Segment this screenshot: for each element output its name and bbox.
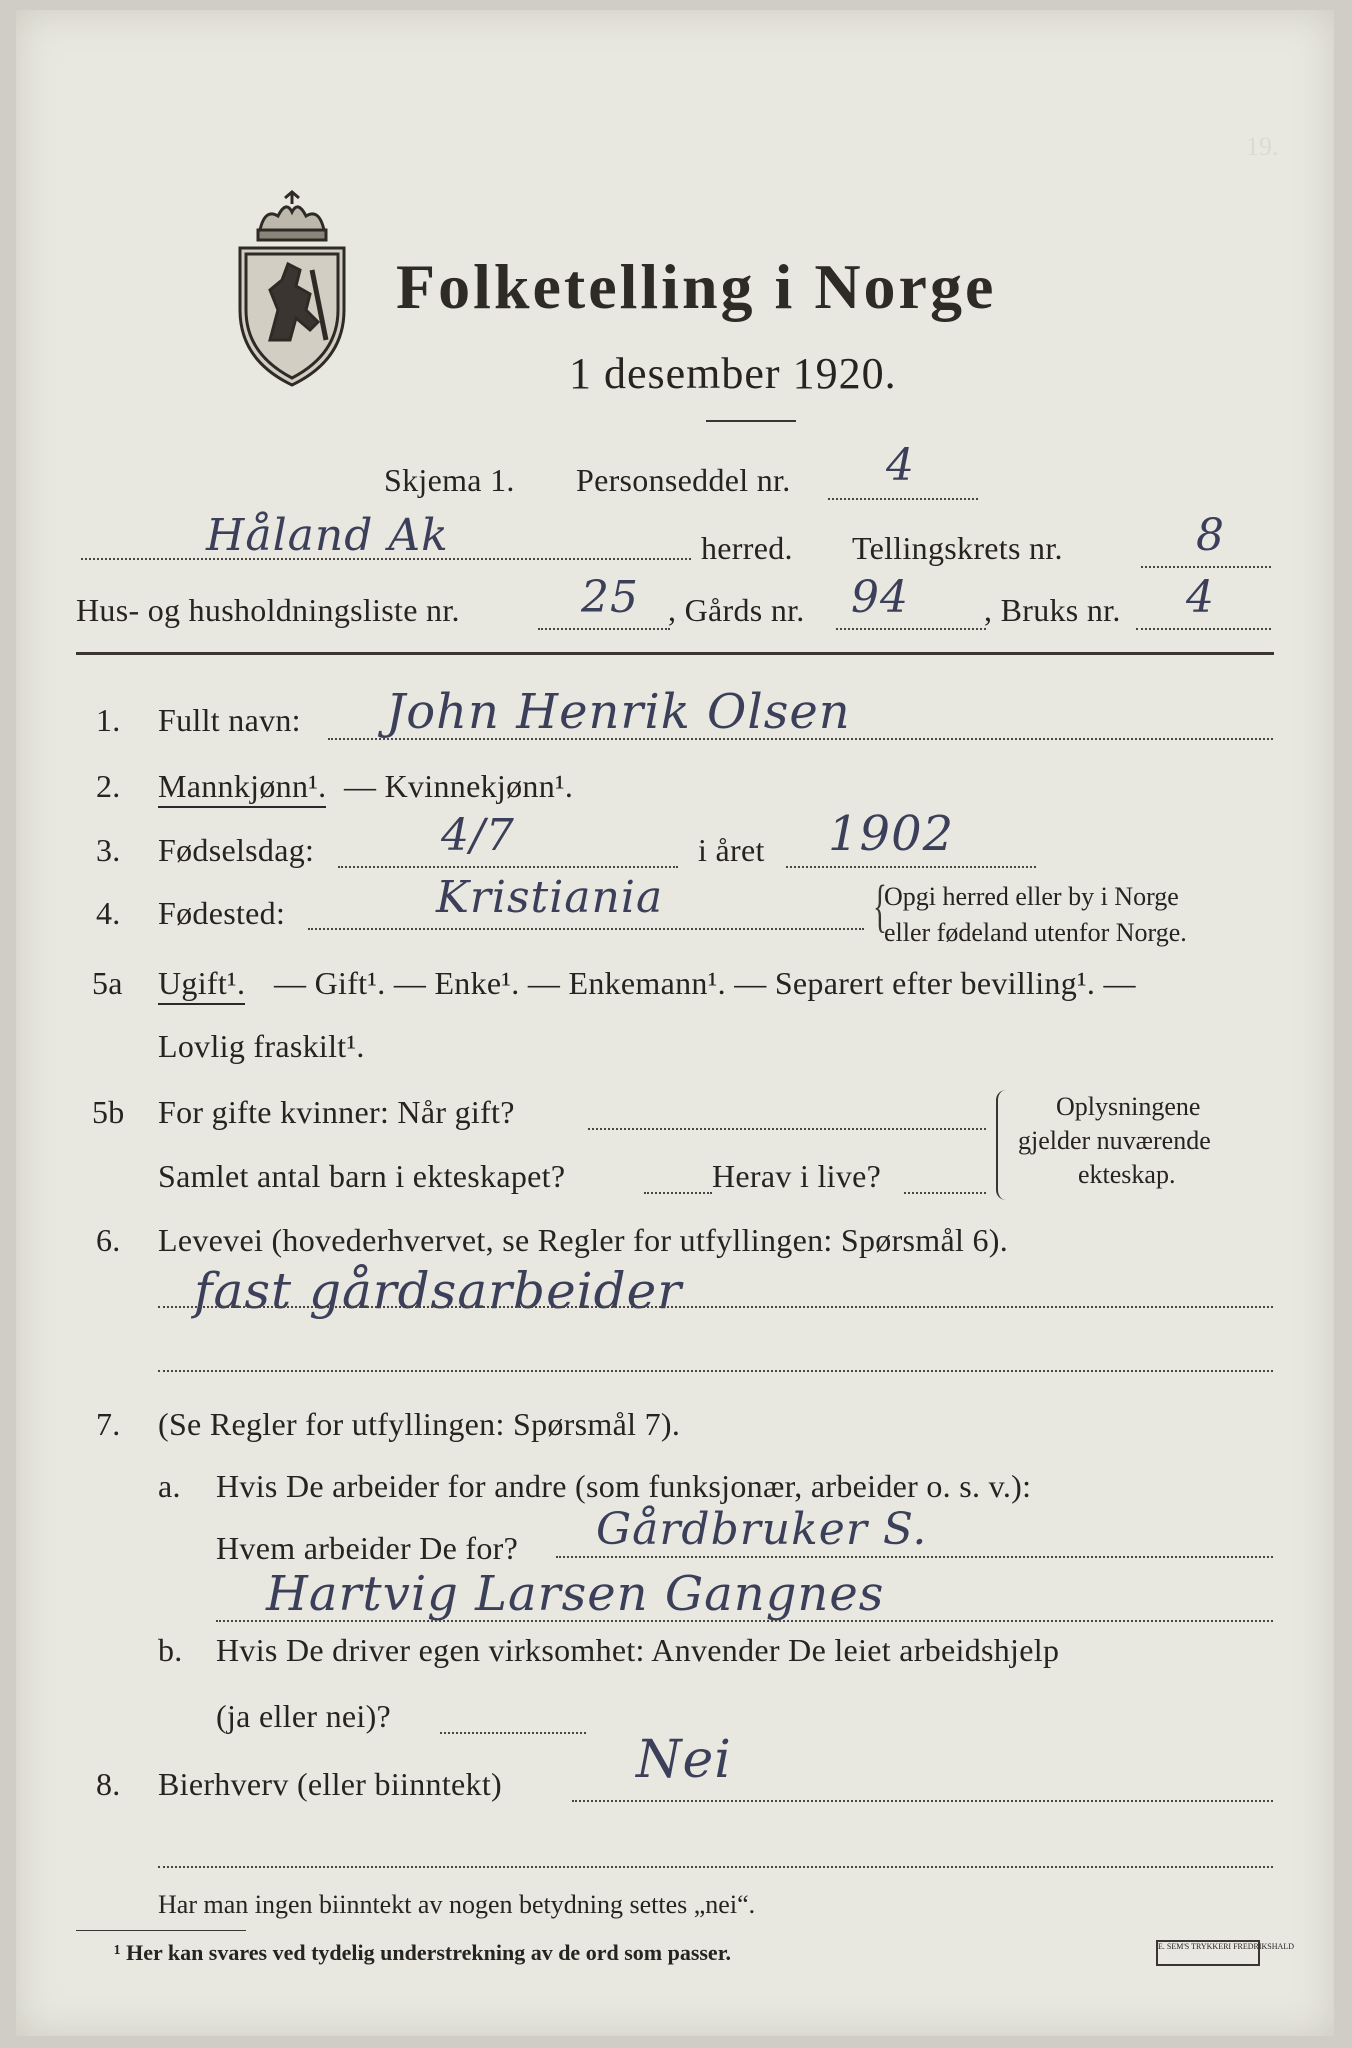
personseddel-line: [828, 498, 978, 500]
herred-label: herred.: [701, 530, 793, 566]
bruks-line: [1136, 628, 1271, 630]
skjema-label: Skjema 1.: [384, 462, 515, 498]
norway-coat-of-arms-icon: [230, 190, 360, 390]
marital-status-options[interactable]: — Gift¹. — Enke¹. — Enkemann¹. — Separert efter bevilling¹. —: [274, 965, 1136, 1001]
gender-male-option[interactable]: Mannkjønn¹.: [158, 768, 326, 808]
bleed-through-text: 19.: [1246, 132, 1279, 161]
q7-label: (Se Regler for utfyllingen: Spørsmål 7).: [158, 1406, 681, 1442]
q7b-letter: b.: [158, 1632, 183, 1668]
children-count-label: Samlet antal barn i ekteskapet?: [158, 1158, 566, 1194]
herred-value[interactable]: Håland Ak: [206, 510, 449, 561]
q7a-label: Hvis De arbeider for andre (som funksjonær, arbeider o. s. v.):: [216, 1468, 1032, 1504]
side-income-label: Bierhverv (eller biinntekt): [158, 1766, 502, 1802]
employer-value-2[interactable]: Hartvig Larsen Gangnes: [266, 1566, 885, 1622]
personseddel-label: Personseddel nr.: [576, 462, 791, 498]
q6-number: 6.: [96, 1222, 121, 1258]
occupation-line-2: [158, 1370, 1273, 1372]
marriage-note-line3: ekteskap.: [1078, 1160, 1176, 1189]
husliste-label: Hus- og husholdningsliste nr.: [76, 592, 460, 628]
gards-label: , Gårds nr.: [668, 592, 805, 628]
full-name-value[interactable]: John Henrik Olsen: [386, 684, 851, 740]
husliste-line: [538, 628, 670, 630]
q4-number: 4.: [96, 895, 121, 931]
gards-value[interactable]: 94: [851, 572, 909, 623]
q1-number: 1.: [96, 702, 121, 738]
gards-line: [836, 628, 986, 630]
occupation-value[interactable]: fast gårdsarbeider: [194, 1262, 683, 1320]
married-when-line: [588, 1128, 986, 1130]
side-income-value[interactable]: Nei: [636, 1730, 732, 1790]
children-count-line: [644, 1192, 712, 1194]
married-when-label: For gifte kvinner: Når gift?: [158, 1094, 515, 1130]
side-income-line: [572, 1800, 1273, 1802]
occupation-line-1: [158, 1306, 1273, 1308]
bruks-value[interactable]: 4: [1186, 572, 1215, 623]
census-form-page: [16, 10, 1334, 2036]
tellingskrets-line: [1141, 566, 1271, 568]
full-name-label: Fullt navn:: [158, 702, 301, 738]
personseddel-value[interactable]: 4: [886, 440, 915, 491]
children-alive-label: Herav i live?: [712, 1158, 882, 1194]
census-date: 1 desember 1920.: [569, 349, 897, 398]
birthplace-line: [308, 928, 864, 930]
header-separator: [76, 652, 1274, 655]
children-alive-line: [904, 1192, 986, 1194]
birthplace-value[interactable]: Kristiania: [436, 872, 664, 923]
birthplace-note-line1: Opgi herred eller by i Norge: [884, 882, 1179, 911]
side-income-line-2: [158, 1866, 1273, 1868]
q2-number: 2.: [96, 768, 121, 804]
employer-line-1: [556, 1556, 1273, 1558]
footnote-divider: [76, 1930, 246, 1931]
employer-value-1[interactable]: Gårdbruker S.: [596, 1504, 928, 1555]
marriage-note-line1: Oplysningene: [1056, 1092, 1201, 1121]
footer-note: Har man ingen biinntekt av nogen betydning settes „nei“.: [158, 1890, 756, 1919]
marital-status-unmarried-option[interactable]: Ugift¹.: [158, 965, 245, 1005]
q3-number: 3.: [96, 832, 121, 868]
birth-year-label: i året: [698, 832, 765, 868]
birthplace-label: Fødested:: [158, 895, 286, 931]
marriage-note-line2: gjelder nuværende: [1018, 1126, 1211, 1155]
q7b-label: Hvis De driver egen virksomhet: Anvender De leiet arbeidshjelp: [216, 1632, 1060, 1668]
birthdate-line: [338, 866, 678, 868]
marriage-note-brace: [996, 1090, 1006, 1200]
hired-help-line: [440, 1732, 586, 1734]
birthdate-label: Fødselsdag:: [158, 832, 315, 868]
printer-stamp: E. SEM'S TRYKKERI FREDRIKSHALD: [1156, 1940, 1260, 1966]
hired-help-question: (ja eller nei)?: [216, 1698, 392, 1734]
employer-question: Hvem arbeider De for?: [216, 1530, 519, 1566]
birthplace-note-line2: eller fødeland utenfor Norge.: [884, 918, 1187, 947]
occupation-label: Levevei (hovederhvervet, se Regler for utfyllingen: Spørsmål 6).: [158, 1222, 1009, 1258]
marital-status-divorced-option[interactable]: Lovlig fraskilt¹.: [158, 1028, 365, 1064]
birth-year-value[interactable]: 1902: [828, 806, 955, 862]
title-divider: [706, 420, 796, 422]
birth-year-line: [786, 866, 1036, 868]
birthdate-value[interactable]: 4/7: [441, 810, 515, 861]
tellingskrets-label: Tellingskrets nr.: [852, 530, 1063, 566]
form-title: Folketelling i Norge: [396, 251, 997, 322]
bruks-label: , Bruks nr.: [984, 592, 1121, 628]
footnote: ¹ Her kan svares ved tydelig understrekning av de ord som passer.: [114, 1940, 731, 1965]
tellingskrets-value[interactable]: 8: [1196, 510, 1225, 561]
q7a-letter: a.: [158, 1468, 181, 1504]
q5b-number: 5b: [92, 1094, 125, 1130]
husliste-value[interactable]: 25: [581, 572, 639, 623]
birthplace-note-brace: {: [872, 873, 887, 938]
q5a-number: 5a: [92, 965, 123, 1001]
q8-number: 8.: [96, 1766, 121, 1802]
gender-female-option[interactable]: — Kvinnekjønn¹.: [344, 768, 574, 804]
q7-number: 7.: [96, 1406, 121, 1442]
